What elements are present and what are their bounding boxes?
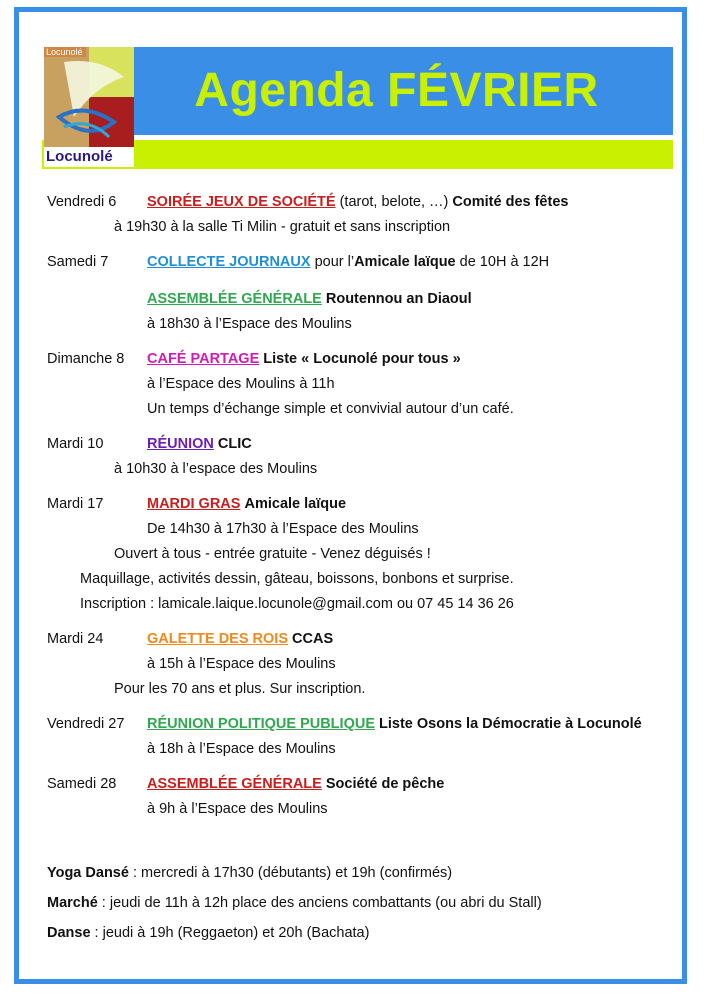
event-name: RÉUNION bbox=[147, 436, 214, 452]
entry-day: Samedi 7 bbox=[47, 254, 109, 270]
entry-day: Dimanche 8 bbox=[47, 351, 125, 367]
recurring-activities bbox=[47, 858, 542, 948]
entry-day: Mardi 17 bbox=[47, 496, 104, 512]
activity-label: Marché bbox=[47, 895, 98, 911]
event-name: COLLECTE JOURNAUX bbox=[147, 254, 311, 270]
entry-detail-line: à 18h30 à l’Espace des Moulins bbox=[147, 316, 352, 332]
activity-line bbox=[47, 858, 542, 888]
entry-detail-line: à 19h30 à la salle Ti Milin - gratuit et sans inscription bbox=[114, 219, 451, 235]
event-name: MARDI GRAS bbox=[147, 496, 241, 512]
event-organizer: Comité des fêtes bbox=[452, 194, 569, 210]
entry-detail-line: à 18h à l’Espace des Moulins bbox=[147, 741, 336, 757]
entry-day: Samedi 28 bbox=[47, 776, 117, 792]
activity-label: Yoga Dansé bbox=[47, 865, 129, 881]
event-organizer: Amicale laïque bbox=[354, 254, 456, 270]
entry-detail-line: à 15h à l’Espace des Moulins bbox=[147, 656, 336, 672]
event-organizer: Liste Osons la Démocratie à Locunolé bbox=[379, 716, 642, 732]
event-organizer: Amicale laïque bbox=[244, 496, 347, 512]
entry-detail-line: à l’Espace des Moulins à 11h bbox=[147, 376, 335, 392]
event-time: de 10H à 12H bbox=[455, 254, 550, 270]
agenda-entry bbox=[47, 347, 687, 422]
activity-text: : jeudi à 19h (Reggaeton) et 20h (Bachata) bbox=[90, 925, 370, 941]
page-title: Agenda FÉVRIER bbox=[194, 64, 599, 117]
agenda-entry bbox=[47, 627, 687, 702]
activity-line bbox=[47, 918, 542, 948]
entry-day: Vendredi 6 bbox=[47, 194, 117, 210]
entry-detail-line: Un temps d’échange simple et convivial autour d’un café. bbox=[147, 401, 514, 417]
entry-day: Vendredi 27 bbox=[47, 716, 125, 732]
entry-detail-line: Maquillage, activités dessin, gâteau, boissons, bonbons et surprise. bbox=[80, 571, 514, 587]
agenda-entry bbox=[47, 772, 687, 822]
entry-detail-line: Pour les 70 ans et plus. Sur inscription. bbox=[114, 681, 366, 697]
entry-line bbox=[47, 287, 687, 312]
event-organizer: CLIC bbox=[217, 436, 252, 452]
event-name: ASSEMBLÉE GÉNÉRALE bbox=[147, 291, 322, 307]
entry-day: Mardi 10 bbox=[47, 436, 104, 452]
agenda-entry bbox=[47, 250, 687, 275]
event-organizer: Routennou an Diaoul bbox=[325, 291, 472, 307]
entry-day: Mardi 24 bbox=[47, 631, 104, 647]
agenda-entry bbox=[47, 190, 687, 240]
entry-detail-line: à 9h à l’Espace des Moulins bbox=[147, 801, 328, 817]
activity-line bbox=[47, 888, 542, 918]
event-organizer: CCAS bbox=[292, 631, 334, 647]
event-detail: (tarot, belote, …) bbox=[335, 194, 453, 210]
agenda-entry bbox=[47, 432, 687, 482]
event-name: ASSEMBLÉE GÉNÉRALE bbox=[147, 776, 322, 792]
entry-detail-line: à 10h30 à l’espace des Moulins bbox=[114, 461, 318, 477]
event-organizer: Liste « Locunolé pour tous » bbox=[263, 351, 461, 367]
agenda-entry bbox=[47, 712, 687, 762]
event-organizer: Société de pêche bbox=[325, 776, 445, 792]
event-name: GALETTE DES ROIS bbox=[147, 631, 288, 647]
entry-detail-line: Ouvert à tous - entrée gratuite - Venez déguisés ! bbox=[114, 546, 431, 562]
event-name: CAFÉ PARTAGE bbox=[147, 351, 260, 367]
event-name: RÉUNION POLITIQUE PUBLIQUE bbox=[147, 716, 375, 732]
agenda-entry bbox=[47, 287, 687, 337]
activity-text: : jeudi de 11h à 12h place des anciens combattants (ou abri du Stall) bbox=[97, 895, 542, 911]
accent-stripe bbox=[42, 140, 673, 169]
logo-bottom-text: Locunolé bbox=[46, 148, 113, 165]
event-name: SOIRÉE JEUX DE SOCIÉTÉ bbox=[147, 194, 336, 210]
event-detail: pour l’ bbox=[310, 254, 355, 270]
entry-detail-line: De 14h30 à 17h30 à l’Espace des Moulins bbox=[147, 521, 419, 537]
activity-label: Danse bbox=[47, 925, 91, 941]
activity-text: : mercredi à 17h30 (débutants) et 19h (confirmés) bbox=[128, 865, 453, 881]
agenda-list bbox=[47, 190, 687, 832]
logo-top-text: Locunolé bbox=[44, 47, 86, 57]
entry-detail-line: Inscription : lamicale.laique.locunole@gmail.com ou 07 45 14 36 26 bbox=[80, 596, 514, 612]
agenda-entry bbox=[47, 492, 687, 617]
